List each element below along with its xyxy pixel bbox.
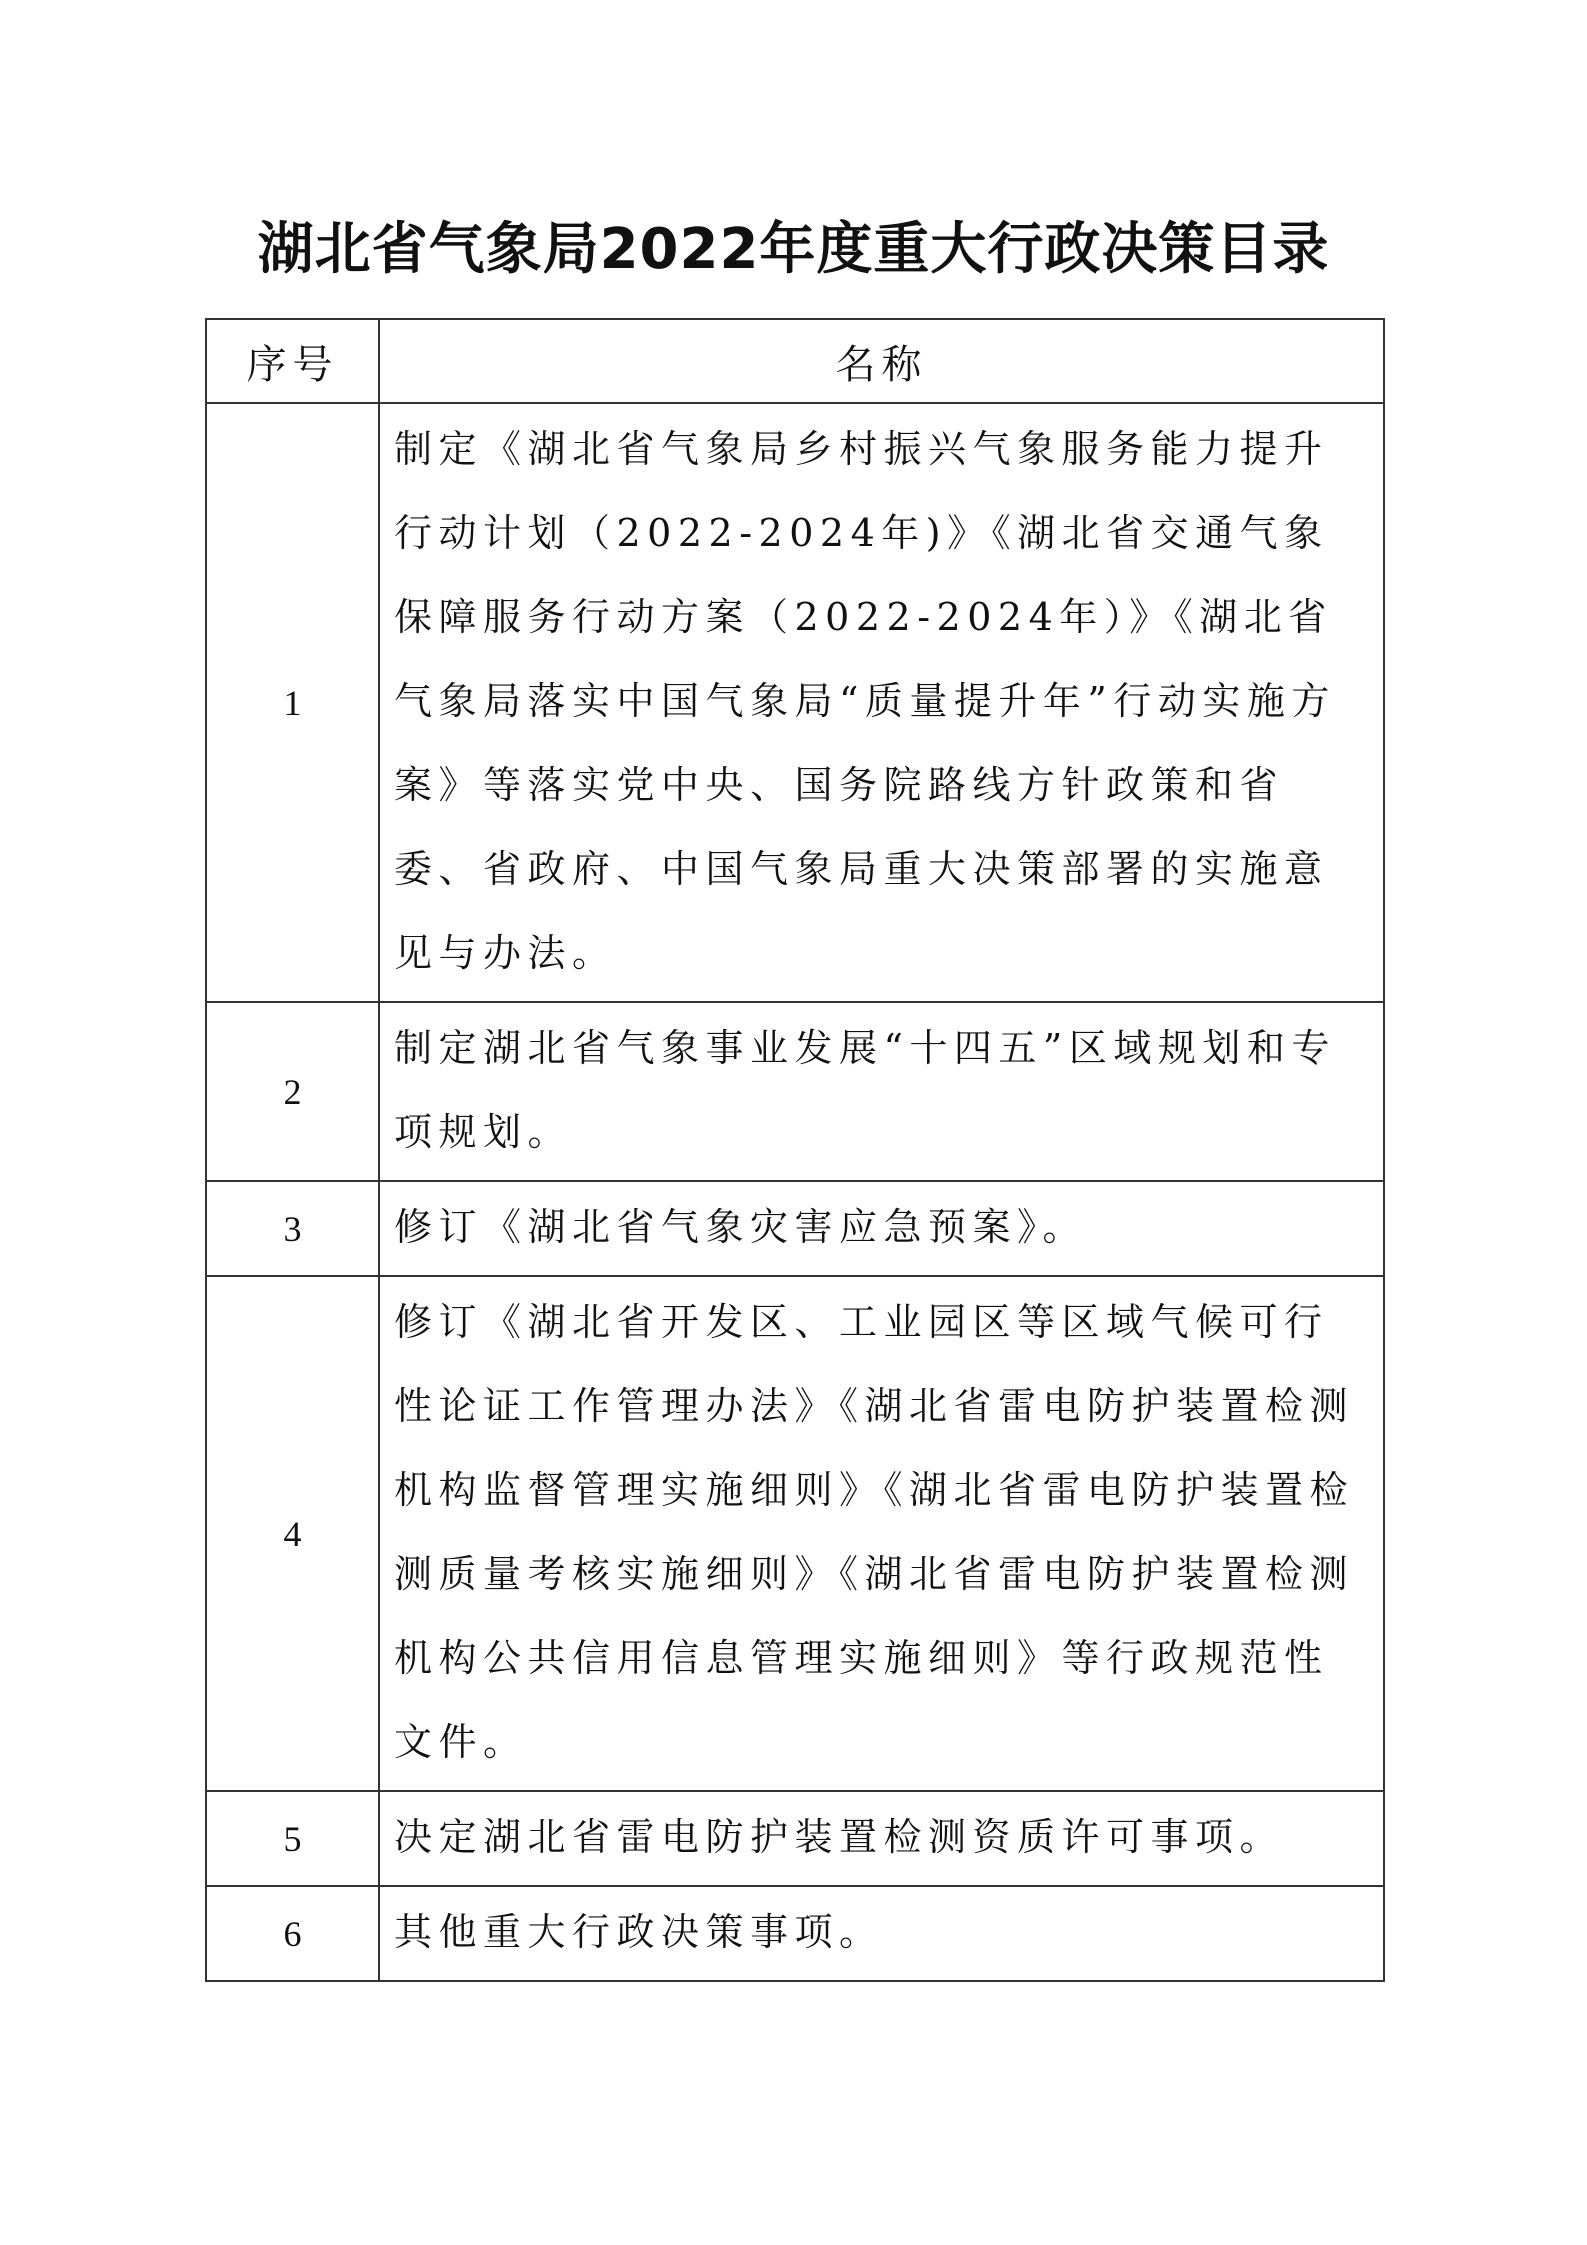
row-name: 修订《湖北省开发区、工业园区等区域气候可行性论证工作管理办法》《湖北省雷电防护装置检测机构监督管理实施细则》《湖北省雷电防护装置检测质量考核实施细则》《湖北省雷电防护装置检测机构公共信用信息管理实施细则》等行政规范性文件。 xyxy=(379,1276,1384,1791)
table-header-row xyxy=(206,319,1384,403)
row-index: 4 xyxy=(206,1276,379,1791)
row-index: 6 xyxy=(206,1886,379,1981)
row-name: 决定湖北省雷电防护装置检测资质许可事项。 xyxy=(379,1791,1384,1886)
row-name: 制定《湖北省气象局乡村振兴气象服务能力提升行动计划（2022-2024年)》《湖北省交通气象保障服务行动方案（2022-2024年）》《湖北省气象局落实中国气象局“质量提升年”行动实施方案》等落实党中央、国务院路线方针政策和省委、省政府、中国气象局重大决策部署的实施意见与办法。 xyxy=(379,403,1384,1002)
decision-catalog-table xyxy=(205,318,1385,1982)
document-title: 湖北省气象局2022年度重大行政决策目录 xyxy=(257,217,1330,282)
row-name: 制定湖北省气象事业发展“十四五”区域规划和专项规划。 xyxy=(379,1002,1384,1181)
row-index: 3 xyxy=(206,1181,379,1276)
row-name: 修订《湖北省气象灾害应急预案》。 xyxy=(379,1181,1384,1276)
table-row xyxy=(206,403,1384,1002)
header-index: 序号 xyxy=(206,319,379,403)
table-row xyxy=(206,1791,1384,1886)
row-index: 1 xyxy=(206,403,379,1002)
row-name: 其他重大行政决策事项。 xyxy=(379,1886,1384,1981)
row-index: 5 xyxy=(206,1791,379,1886)
table-row xyxy=(206,1002,1384,1181)
table-row xyxy=(206,1886,1384,1981)
table-row xyxy=(206,1181,1384,1276)
header-name: 名称 xyxy=(379,319,1384,403)
table-row xyxy=(206,1276,1384,1791)
row-index: 2 xyxy=(206,1002,379,1181)
